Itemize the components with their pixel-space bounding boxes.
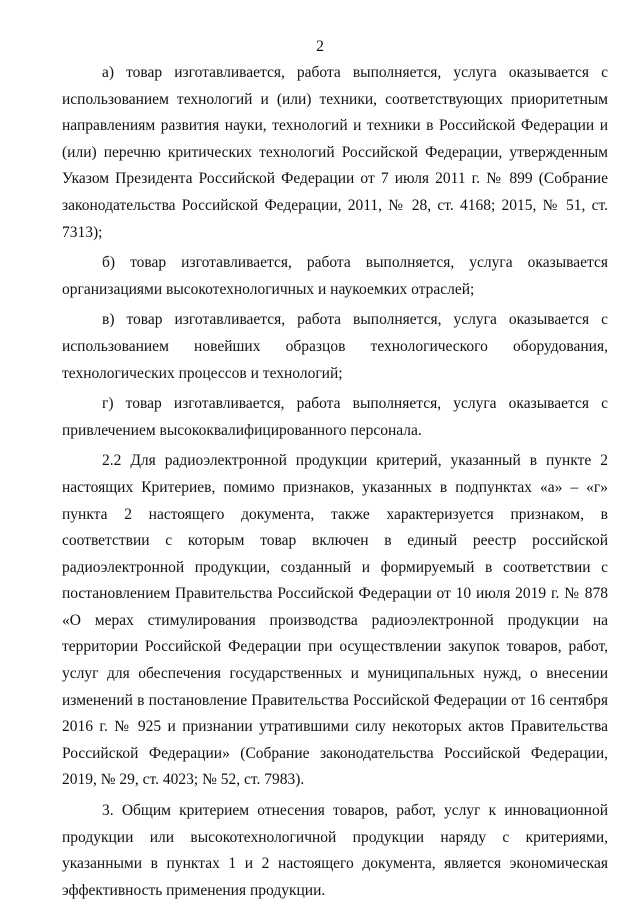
document-body — [62, 60, 608, 904]
paragraph-item-b: б) товар изготавливается, работа выполняется, услуга оказывается организациями высокотехнологичных и наукоемких отраслей; — [62, 254, 608, 298]
paragraph-item-g: г) товар изготавливается, работа выполняется, услуга оказывается с привлечением высококвалифицированного персонала. — [62, 395, 608, 439]
page-number: 2 — [316, 38, 324, 55]
paragraph-2-2: 2.2 Для радиоэлектронной продукции критерий, указанный в пункте 2 настоящих Критериев, помимо признаков, указанных в подпунктах «а» – «г» пункта 2 настоящего документа, также характеризуется признаком, в соответствии с которым товар включен в единый реестр российской радиоэлектронной продукции, созданный и формируемый в соответствии с постановлением Правительства Российской Федерации от 10 июля 2019 г. № 878 «О мерах стимулирования производства радиоэлектронной продукции на территории Российской Федерации при осуществлении закупок товаров, работ, услуг для обеспечения государственных и муниципальных нужд, о внесении изменений в постановление Правительства Российской Федерации от 16 сентября 2016 г. № 925 и признании утратившими силу некоторых актов Правительства Российской Федерации» (Собрание законодательства Российской Федерации, 2019, № 29, ст. 4023; № 52, ст. 7983). — [62, 452, 608, 789]
paragraph-item-a: а) товар изготавливается, работа выполняется, услуга оказывается с использованием технологий и (или) техники, соответствующих приоритетным направлениям развития науки, технологий и техники в Российской Федерации и (или) перечню критических технологий Российской Федерации, утвержденным Указом Президента Российской Федерации от 7 июля 2011 г. № 899 (Собрание законодательства Российской Федерации, 2011, № 28, ст. 4168; 2015, № 51, ст. 7313); — [62, 64, 608, 241]
paragraph-item-v: в) товар изготавливается, работа выполняется, услуга оказывается с использованием новейших образцов технологического оборудования, технологических процессов и технологий; — [62, 311, 608, 382]
paragraph-3: 3. Общим критерием отнесения товаров, работ, услуг к инновационной продукции или высокотехнологичной продукции наряду с критериями, указанными в пунктах 1 и 2 настоящего документа, является экономическая эффективность применения продукции. — [62, 802, 608, 899]
